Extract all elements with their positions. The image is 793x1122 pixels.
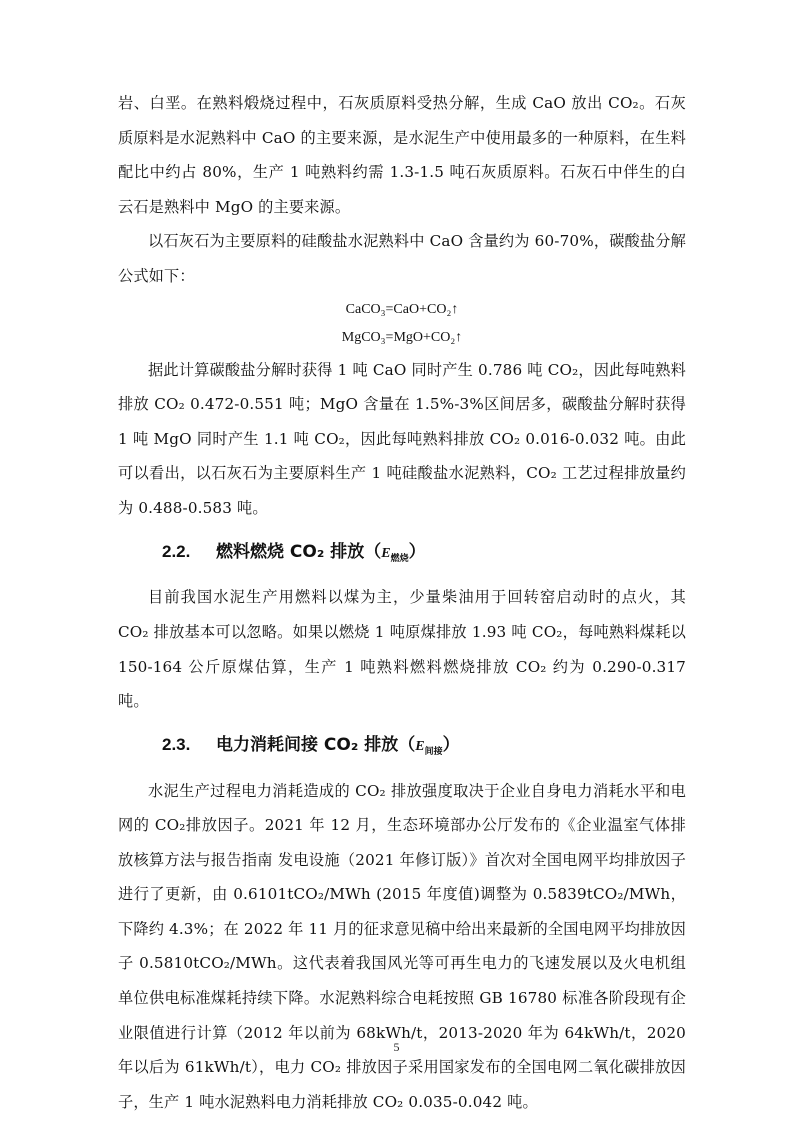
page-number: 5 bbox=[393, 1040, 400, 1054]
section-title: 燃料燃烧 CO₂ 排放（ bbox=[216, 541, 382, 562]
formula-calcium-carbonate: CaCO₃=CaO+CO₂↑ bbox=[345, 301, 459, 317]
section-title-close: ） bbox=[408, 541, 426, 562]
emission-symbol: $E_{间接}$ bbox=[415, 738, 443, 757]
formula-magnesium-carbonate: MgCO₃=MgO+CO₂↑ bbox=[341, 329, 463, 345]
paragraph-limestone-raw-material: 岩、白垩。在熟料煅烧过程中，石灰质原料受热分解，生成 CaO 放出 CO₂。石灰质原料是水泥熟料中 CaO 的主要来源，是水泥生产中使用最多的一种原料，在生料配比中约占 80%，生产 1 吨熟料约需 1.3-1.5 吨石灰质原料。石灰石中伴生的白云石是熟料中 MgO 的主要来源。 bbox=[118, 94, 686, 216]
paragraph-fuel-combustion: 目前我国水泥生产用燃料以煤为主，少量柴油用于回转窑启动时的点火，其 CO₂ 排放基本可以忽略。如果以燃烧 1 吨原煤排放 1.93 吨 CO₂，每吨熟料煤耗以 150-164 公斤原煤估算，生产 1 吨熟料燃料燃烧排放 CO₂ 约为 0.290-0.317 吨。 bbox=[118, 588, 686, 711]
section-heading-2-2 bbox=[118, 534, 686, 577]
document-body bbox=[118, 86, 686, 1119]
paragraph-process-emission-calc: 据此计算碳酸盐分解时获得 1 吨 CaO 同时产生 0.786 吨 CO₂，因此每吨熟料排放 CO₂ 0.472-0.551 吨；MgO 含量在 1.5%-3%区间居多，碳酸盐分解时获得 1 吨 MgO 同时产生 1.1 吨 CO₂，因此每吨熟料排放 CO₂ 0.016-0.032 吨。由此可以看出，以石灰石为主要原料生产 1 吨硅酸盐水泥熟料，CO₂ 工艺过程排放量约为 0.488-0.583 吨。 bbox=[118, 360, 686, 517]
section-heading-2-3 bbox=[118, 727, 686, 770]
section-title-close: ） bbox=[442, 734, 460, 755]
section-title: 电力消耗间接 CO₂ 排放（ bbox=[216, 734, 416, 755]
formula-block bbox=[118, 294, 686, 353]
paragraph-cao-content: 以石灰石为主要原料的硅酸盐水泥熟料中 CaO 含量约为 60-70%，碳酸盐分解公式如下： bbox=[118, 232, 686, 285]
emission-symbol: $E_{燃烧}$ bbox=[381, 545, 409, 564]
section-number: 2.3. bbox=[162, 734, 191, 754]
paragraph-electricity-indirect: 水泥生产过程电力消耗造成的 CO₂ 排放强度取决于企业自身电力消耗水平和电网的 CO₂排放因子。2021 年 12 月，生态环境部办公厅发布的《企业温室气体排放核算方法与报告指南 发电设施（2021 年修订版）》首次对全国电网平均排放因子进行了更新，由 0.6101tCO₂/MWh (2015 年度值)调整为 0.5839tCO₂/MWh，下降约 4.3%；在 2022 年 11 月的征求意见稿中给出来最新的全国电网平均排放因子 0.5810tCO₂/MWh。这代表着我国风光等可再生电力的飞速发展以及火电机组单位供电标准煤耗持续下降。水泥熟料综合电耗按照 GB 16780 标准各阶段现有企业限值进行计算（2012 年以前为 68kWh/t，2013-2020 年为 64kWh/t，2020 年以后为 61kWh/t），电力 CO₂ 排放因子采用国家发布的全国电网二氧化碳排放因子，生产 1 吨水泥熟料电力消耗排放 CO₂ 0.035-0.042 吨。 bbox=[118, 781, 686, 1111]
section-number: 2.2. bbox=[162, 541, 191, 561]
